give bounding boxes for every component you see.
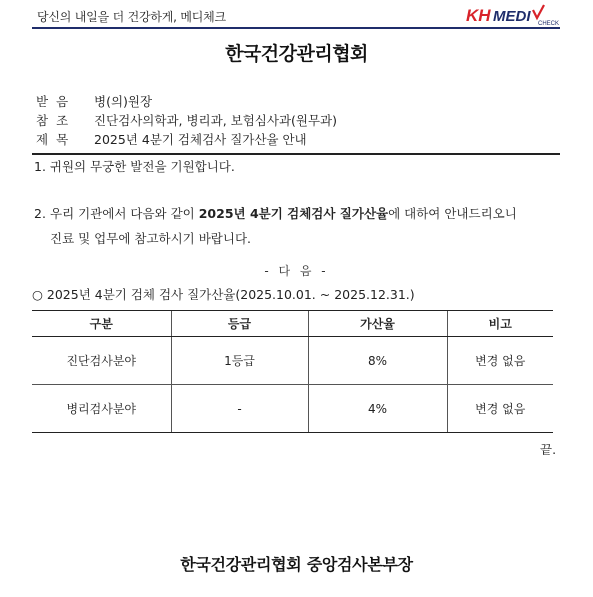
- document-meta: [36, 92, 337, 149]
- end-mark: 끝.: [540, 442, 557, 457]
- table-cell: 변경 없음: [447, 337, 553, 385]
- paragraph-text-tail: 에 대하여 안내드리오니: [388, 206, 517, 221]
- meta-reference: [36, 111, 337, 130]
- table-cell: 변경 없음: [447, 385, 553, 433]
- logo-medi: MEDI: [493, 8, 531, 25]
- meta-key: 참조: [36, 113, 77, 128]
- table-row: [32, 385, 553, 433]
- table-cell: 병리검사분야: [32, 385, 171, 433]
- paragraph-text: 우리 기관에서 다음와 같이: [50, 206, 199, 221]
- logo-check-mark: [533, 5, 544, 18]
- meta-divider: [32, 153, 560, 155]
- document-title: 한국건강관리협회: [225, 43, 368, 65]
- meta-subject: [36, 130, 337, 149]
- table-cell: 4%: [308, 385, 447, 433]
- table-cell: 1등급: [171, 337, 308, 385]
- meta-value: 진단검사의학과, 병리과, 보험심사과(원무과): [94, 113, 337, 128]
- issuer-signature: 한국건강관리협회 중앙검사본부장: [180, 555, 413, 574]
- paragraph-2: [34, 201, 558, 251]
- table-cell: 8%: [308, 337, 447, 385]
- logo-kh: KH: [466, 6, 491, 25]
- top-banner: [0, 0, 593, 32]
- logo-check: CHECK: [538, 21, 560, 26]
- column-header: 등급: [171, 311, 308, 337]
- medicheck-logo: [466, 4, 566, 26]
- meta-key: 받음: [36, 94, 77, 109]
- header-divider: [32, 27, 560, 29]
- section-heading: - 다 음 -: [264, 264, 329, 278]
- table-header-row: [32, 311, 553, 337]
- column-header: 가산율: [308, 311, 447, 337]
- bullet-item: ○ 2025년 4분기 검체 검사 질가산율(2025.10.01. ~ 2025.12.31.): [32, 287, 415, 302]
- paragraph-emphasis: 2025년 4분기 검체검사 질가산율: [198, 206, 389, 221]
- paragraph-number: 2.: [34, 206, 46, 221]
- paragraph-continuation: 진료 및 업무에 참고하시기 바랍니다.: [50, 231, 251, 246]
- table-cell: 진단검사분야: [32, 337, 171, 385]
- meta-recipient: [36, 92, 337, 111]
- table-cell: -: [171, 385, 308, 433]
- paragraph-1: 1. 귀원의 무궁한 발전을 기원합니다.: [34, 159, 235, 174]
- column-header: 비고: [447, 311, 553, 337]
- meta-key: 제목: [36, 132, 77, 147]
- slogan: 당신의 내일을 더 건강하게, 메디체크: [37, 10, 226, 24]
- rates-table: [32, 310, 553, 433]
- meta-value: 2025년 4분기 검체검사 질가산율 안내: [94, 132, 307, 147]
- meta-value: 병(의)원장: [94, 94, 153, 109]
- column-header: 구분: [32, 311, 171, 337]
- table-row: [32, 337, 553, 385]
